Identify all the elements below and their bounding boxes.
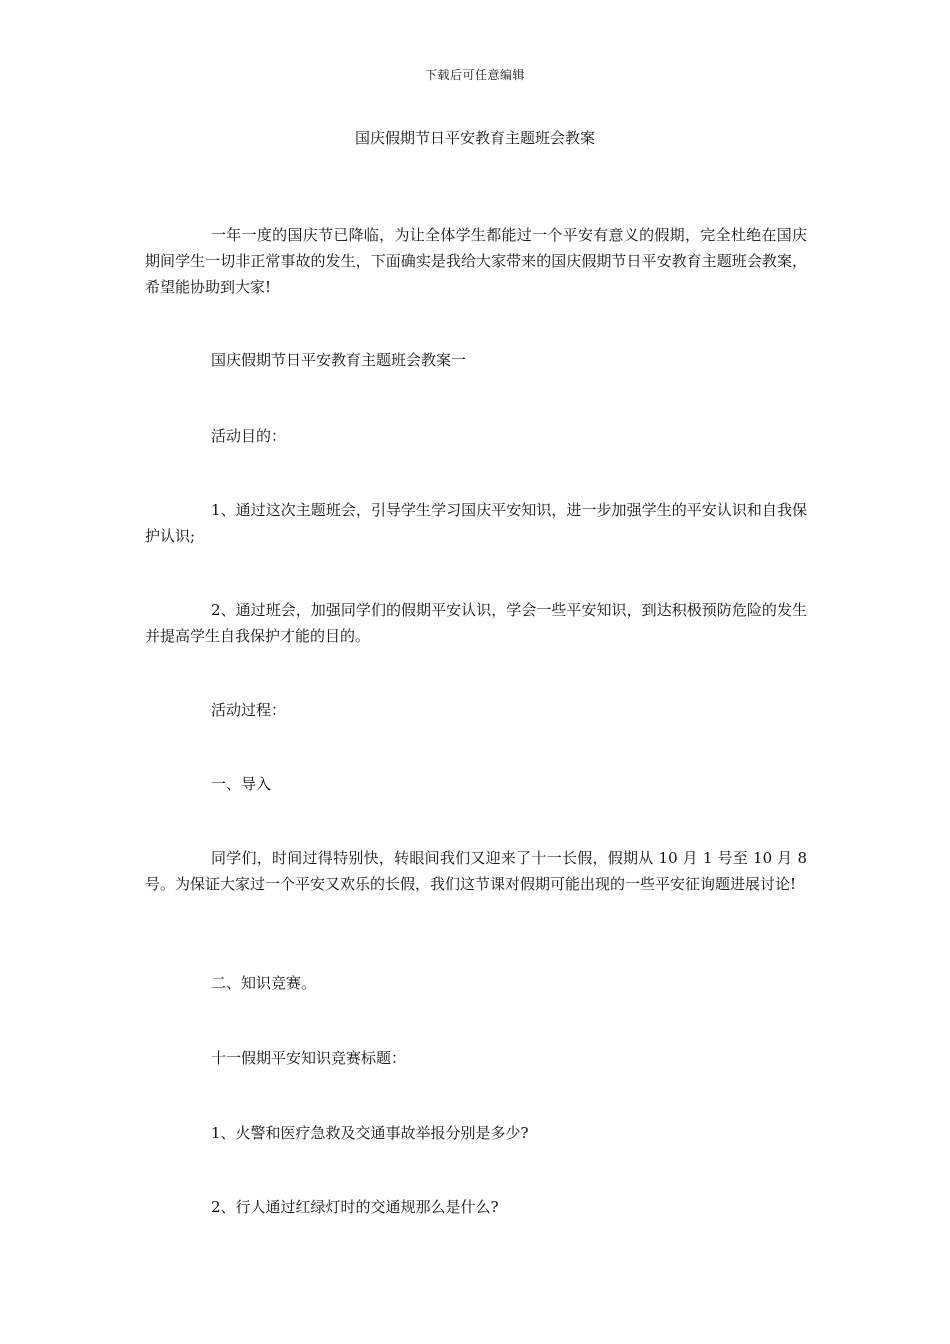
document-title: 国庆假期节日平安教育主题班会教案 (354, 129, 595, 147)
intro-speech-paragraph: 同学们，时间过得特别快，转眼间我们又迎来了十一长假，假期从 10 月 1 号至 10 月 8 号。为保证大家过一个平安又欢乐的长假，我们这节课对假期可能出现的一些平安征询题进展讨论! (145, 849, 807, 893)
activity-process-heading: 活动过程： (211, 701, 287, 719)
section-heading-plan-one: 国庆假期节日平安教育主题班会教案一 (211, 351, 467, 369)
goal-item-2: 2、通过班会，加强同学们的假期平安认识，学会一些平安知识，到达积极预防危险的发生并提高学生自我保护才能的目的。 (145, 601, 807, 645)
step-1-heading: 一、导入 (211, 775, 272, 793)
header-note: 下载后可任意编辑 (424, 68, 525, 82)
quiz-title: 十一假期平安知识竞赛标题： (211, 1049, 407, 1067)
quiz-question-1: 1、火警和医疗急救及交通事故举报分别是多少? (211, 1124, 529, 1142)
quiz-question-2: 2、行人通过红绿灯时的交通规那么是什么? (211, 1198, 499, 1216)
activity-goal-heading: 活动目的： (211, 427, 287, 445)
intro-paragraph: 一年一度的国庆节已降临，为让全体学生都能过一个平安有意义的假期，完全杜绝在国庆期间学生一切非正常事故的发生，下面确实是我给大家带来的国庆假期节日平安教育主题班会教案，希望能协助到大家! (145, 226, 807, 296)
step-2-heading: 二、知识竞赛。 (211, 974, 317, 992)
goal-item-1: 1、通过这次主题班会，引导学生学习国庆平安知识，进一步加强学生的平安认识和自我保护认识; (145, 501, 807, 545)
